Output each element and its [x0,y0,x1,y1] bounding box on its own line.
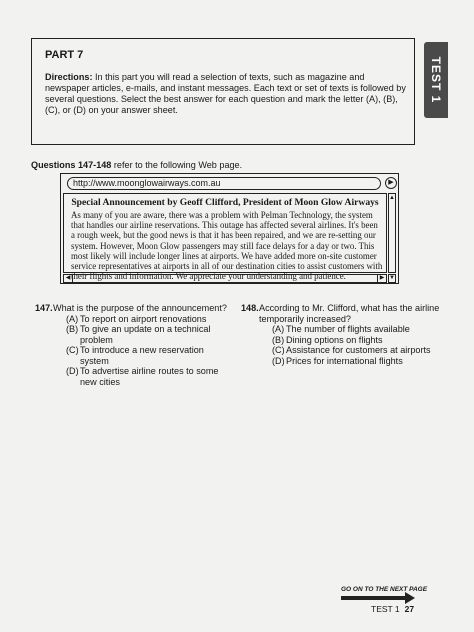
questions-header [31,160,242,170]
questions-range: Questions 147-148 [31,160,112,170]
option-text: To introduce a new reservation system [80,345,204,366]
test-side-tab [424,42,448,118]
option-label: (A) [272,324,285,334]
arrow-head-icon [405,592,415,604]
option-text: Dining options on flights [286,334,383,345]
answer-option[interactable] [66,345,230,366]
play-icon: ▶ [388,179,394,186]
option-label: (C) [66,345,79,355]
part-title: PART 7 [45,49,84,61]
vertical-scrollbar[interactable] [388,193,396,273]
answer-option[interactable] [66,324,230,345]
option-label: (C) [272,345,285,355]
question-148 [241,303,441,366]
option-label: (D) [272,355,285,366]
arrow-right-icon [341,596,407,600]
directions-box [31,38,415,145]
answer-option[interactable] [66,366,230,387]
scroll-up-icon[interactable]: ▲ [389,195,395,201]
answer-option[interactable] [272,356,441,367]
answer-option[interactable] [272,345,441,356]
option-text: To give an update on a technical problem [80,324,211,345]
option-label: (A) [66,313,79,324]
questions-header-text: refer to the following Web page. [113,160,243,170]
announcement-body: As many of you are aware, there was a problem with Pelman Technology, the system that handles our airline reservations. This outage has affected several airlines. It's been a rough week, but the good news is that it has been repaired, and we are re-setting our system. However, Moon Glow passengers may still face delays for a day or two. This most likely will include longer lines at airports. We have added more on-site customer service representatives at airports in all of our destination cities to assist customers with their flights and information. We appreciate your understanding and patience. [71,210,383,282]
option-text: Assistance for customers at airports [286,345,431,355]
option-text: To advertise airline routes to some new cities [80,366,219,387]
option-label: (B) [272,334,285,345]
answer-option[interactable] [66,314,230,325]
option-text: To report on airport renovations [80,313,207,324]
directions-label: Directions: [45,72,93,82]
url-bar[interactable] [67,177,381,190]
option-text: The number of flights available [286,324,410,334]
scroll-down-icon[interactable]: ▼ [389,275,395,281]
answer-option[interactable] [272,324,441,335]
question-number: 147. [35,303,53,313]
answer-option[interactable] [272,335,441,346]
directions-text [45,72,409,116]
question-147 [35,303,230,387]
announcement-title: Special Announcement by Geoff Clifford, President of Moon Glow Airways [71,197,379,208]
web-page-content [63,193,387,282]
question-text: What is the purpose of the announcement? [53,303,227,313]
url-text: http://www.moonglowairways.com.au [73,178,221,188]
directions-body: In this part you will read a selection of texts, such as magazine and newspaper articles, e-mails, and instant messages. Each text or set of texts is followed by several questions. Select the best answer for each question and mark the letter (A), (B), (C), or (D) on your answer sheet. [45,72,406,115]
option-label: (D) [66,366,79,376]
go-button[interactable] [385,177,397,189]
option-text: Prices for international flights [286,355,403,366]
scroll-right-icon[interactable]: ▶ [377,275,386,282]
page-number: 27 [404,604,415,614]
question-number: 148. [241,303,259,313]
horizontal-scrollbar[interactable] [63,274,387,283]
test-side-tab-label: TEST 1 [429,56,443,104]
next-page-label: GO ON TO THE NEXT PAGE [341,586,428,593]
footer-test-label: TEST 1 [371,604,400,614]
scroll-left-icon[interactable]: ◀ [64,275,73,282]
page-footer [371,604,414,614]
browser-window [60,173,399,284]
option-label: (B) [66,324,79,334]
question-text: According to Mr. Clifford, what has the airline temporarily increased? [259,303,440,324]
